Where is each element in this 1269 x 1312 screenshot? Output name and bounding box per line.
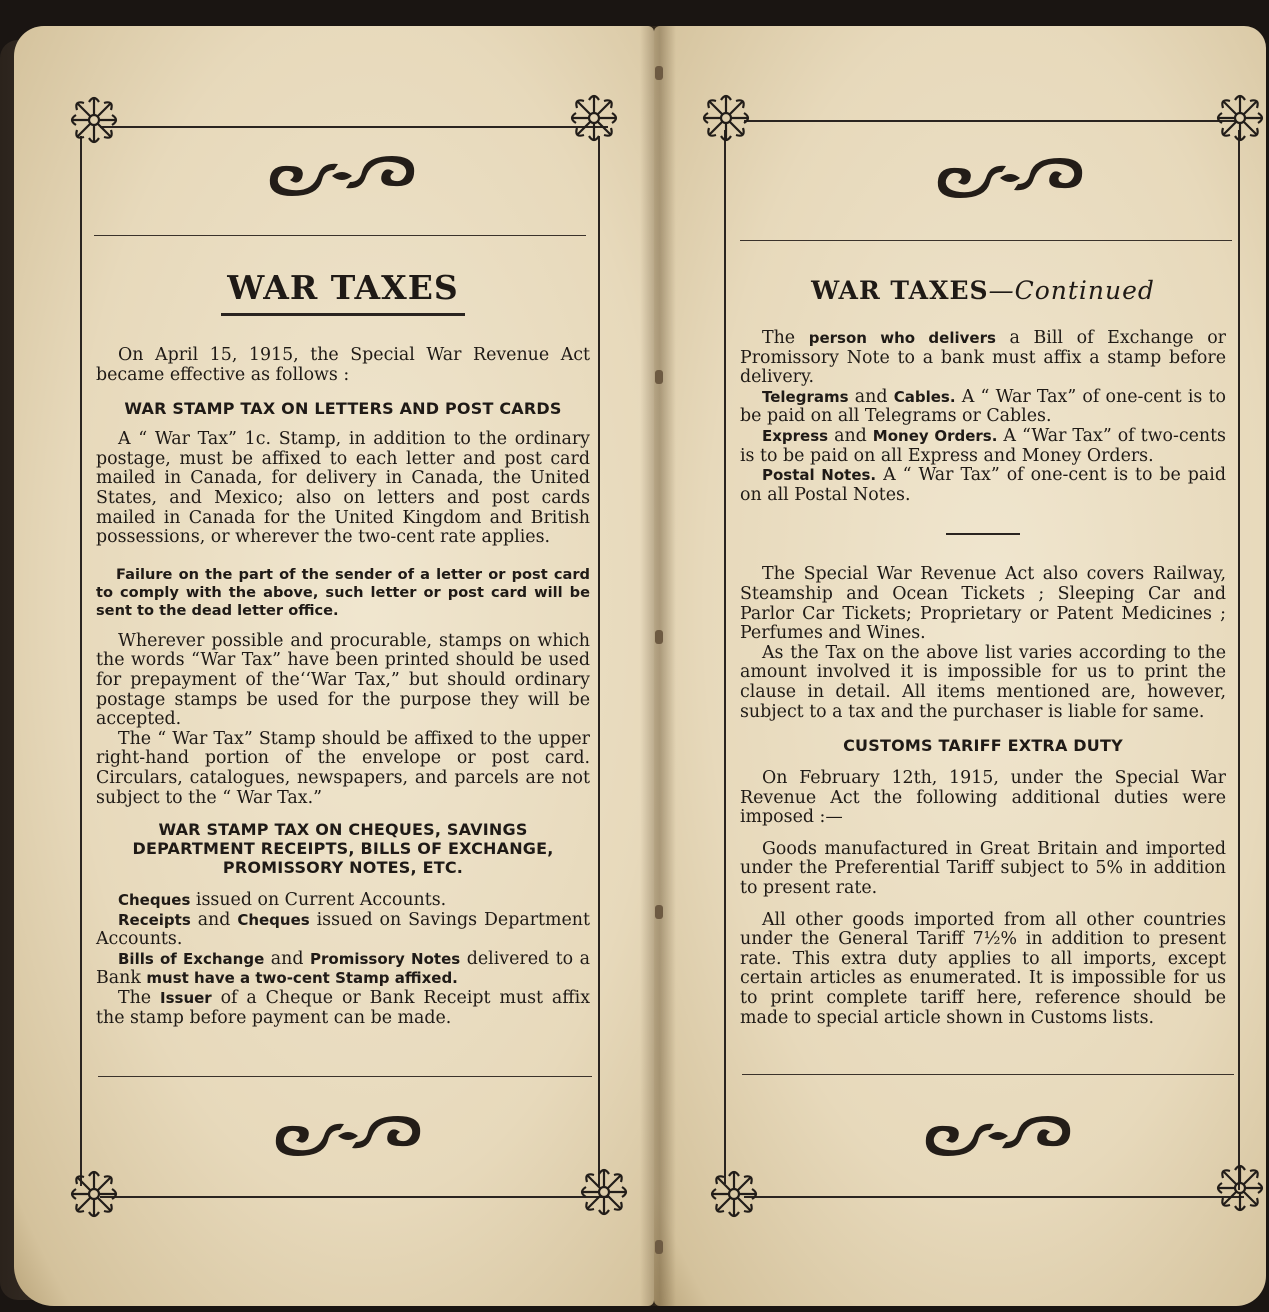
person-paragraph [740,329,1226,388]
corner-rosette-icon [1212,1160,1268,1216]
express-text: and [828,425,873,446]
corner-rosette-icon [66,92,122,148]
scrollwork-ornament-icon [930,156,1090,200]
letters-paragraph: A “ War Tax” 1c. Stamp, in addition to the ordinary postage, must be affixed to each letter and post card mailed in Canada, for delivery in Canada, the United States, and Mexico; also on letters and post cards mailed in Canada for the United Kingdom and British possessions, or wherever the two-cent rate applies. [96,429,590,548]
bold-term: Money Orders. [872,426,998,445]
cheques-line [96,891,590,911]
page-title: WAR TAXES [227,268,459,307]
corner-rosette-icon [576,1164,632,1220]
britain-paragraph: Goods manufactured in Great Britain and imported under the Preferential Tariff subject to 5% in addition to present rate. [740,838,1226,899]
left-page-content [96,268,590,1028]
frame-bottom-rule [744,1196,1244,1198]
corner-rosette-icon [66,1166,122,1222]
corner-rosette-icon [1212,90,1268,146]
bold-term: Cheques [118,891,191,910]
section-divider [946,533,1020,535]
issuer-text: The [118,988,160,1009]
page-title [740,276,1226,305]
title-continued: —Continued [988,276,1155,305]
bold-term: Cables. [893,387,956,406]
bold-term: person who delivers [808,329,996,347]
frame-bottom-rule [100,1196,608,1198]
telegrams-paragraph [740,388,1226,427]
binding-stitch [655,905,663,919]
express-text: A “War Tax” of two-cents is to be paid on all Express and Money Orders. [740,425,1226,466]
header-divider [94,235,586,236]
intro-paragraph: On April 15, 1915, the Special War Revenue Act became effective as follows : [96,345,590,385]
bold-term: Postal Notes. [762,466,877,485]
bills-text: delivered to a Bank [96,948,590,989]
bold-term: Issuer [160,989,212,1008]
binding-stitch [655,630,663,644]
corner-rosette-icon [566,90,622,146]
issuer-line [96,989,590,1028]
footer-divider [98,1076,592,1077]
frame-left-rule [724,130,726,1184]
section-heading: WAR STAMP TAX ON LETTERS AND POST CARDS [124,399,562,419]
header-divider [740,240,1232,241]
other-goods-paragraph: All other goods imported from all other countries under the General Tariff 7½% in addition to present rate. This extra duty applies to all imports, except certain articles as enumerated. It is impossible for us to print complete tariff here, reference should be made to special article shown in Customs lists. [740,909,1226,1028]
bills-line [96,950,590,989]
telegrams-text: A “ War Tax” of one-cent is to be paid on all Telegrams or Cables. [740,386,1226,427]
bills-text: and [264,948,311,969]
postal-text: A “ War Tax” of one-cent is to be paid on all Postal Notes. [740,465,1226,505]
covers-paragraph: The Special War Revenue Act also covers Railway, Steamship and Ocean Tickets ; Sleeping Car and Parlor Car Tickets; Proprietary or Patent Medicines ; Perfumes and Wines. [740,564,1226,644]
binding-stitch [655,1240,663,1254]
bold-term: Express [762,426,829,445]
receipts-text: and [190,909,238,930]
footer-divider [742,1074,1234,1075]
procurable-paragraph: Wherever possible and procurable, stamps on which the words “War Tax” have been printed should be used for prepayment of the‘‘War Tax,” but should ordinary postage stamps be used for the purpose they will be accepted. [96,630,590,730]
affix-paragraph: The “ War Tax” Stamp should be affixed to the upper right-hand portion of the envelope or post card. Circulars, catalogues, newspapers, and parcels are not subject to the “ War Tax.” [96,728,590,808]
section-heading: CUSTOMS TARIFF EXTRA DUTY [843,736,1123,756]
bold-term: Bills of Exchange [118,949,265,968]
bold-term: Cheques [237,910,310,929]
binding-stitch [655,370,663,384]
frame-right-rule [598,136,600,1186]
failure-notice: Failure on the part of the sender of a letter or post card to comply with the above, such letter or post card will be sent to the dead letter office. [96,565,590,619]
scrollwork-ornament-icon [262,154,422,198]
bold-term: Promissory Notes [310,949,461,968]
corner-rosette-icon [706,1166,762,1222]
receipts-line [96,911,590,950]
bold-term: must have a two-cent Stamp affixed. [146,969,458,988]
right-page-content [740,276,1226,1028]
cheques-text: issued on Current Accounts. [190,890,447,911]
book-gutter [640,26,676,1306]
binding-stitch [655,66,663,80]
scrollwork-ornament-icon [268,1114,428,1158]
person-text: a Bill of Exchange or Promissory Note to a bank must affix a stamp before delivery. [740,328,1226,388]
title-underline [221,313,465,316]
receipts-text: issued on Savings Department Accounts. [96,909,590,950]
february-paragraph: On February 12th, 1915, under the Special War Revenue Act the following additional duties were imposed :— [740,768,1226,828]
issuer-text: of a Cheque or Bank Receipt must affix the stamp before payment can be made. [96,988,591,1028]
frame-right-rule [1238,130,1240,1190]
frame-top-rule [744,120,1236,122]
bold-term: Telegrams [762,387,849,406]
title-text: WAR TAXES [811,276,989,305]
express-paragraph [740,427,1226,466]
corner-rosette-icon [698,90,754,146]
section-heading: WAR STAMP TAX ON CHEQUES, SAVINGS DEPARTMENT RECEIPTS, BILLS OF EXCHANGE, PROMISSORY NOTES, ETC. [132,820,554,878]
person-text: The [762,328,809,348]
bold-term: Receipts [118,910,191,929]
scrollwork-ornament-icon [918,1114,1078,1158]
postal-paragraph [740,466,1226,505]
frame-top-rule [100,126,608,128]
telegrams-text: and [848,386,894,407]
frame-left-rule [80,136,82,1186]
varies-paragraph: As the Tax on the above list varies according to the amount involved it is impossible for us to print the clause in detail. All items mentioned are, however, subject to a tax and the purchaser is liable for same. [740,642,1226,722]
